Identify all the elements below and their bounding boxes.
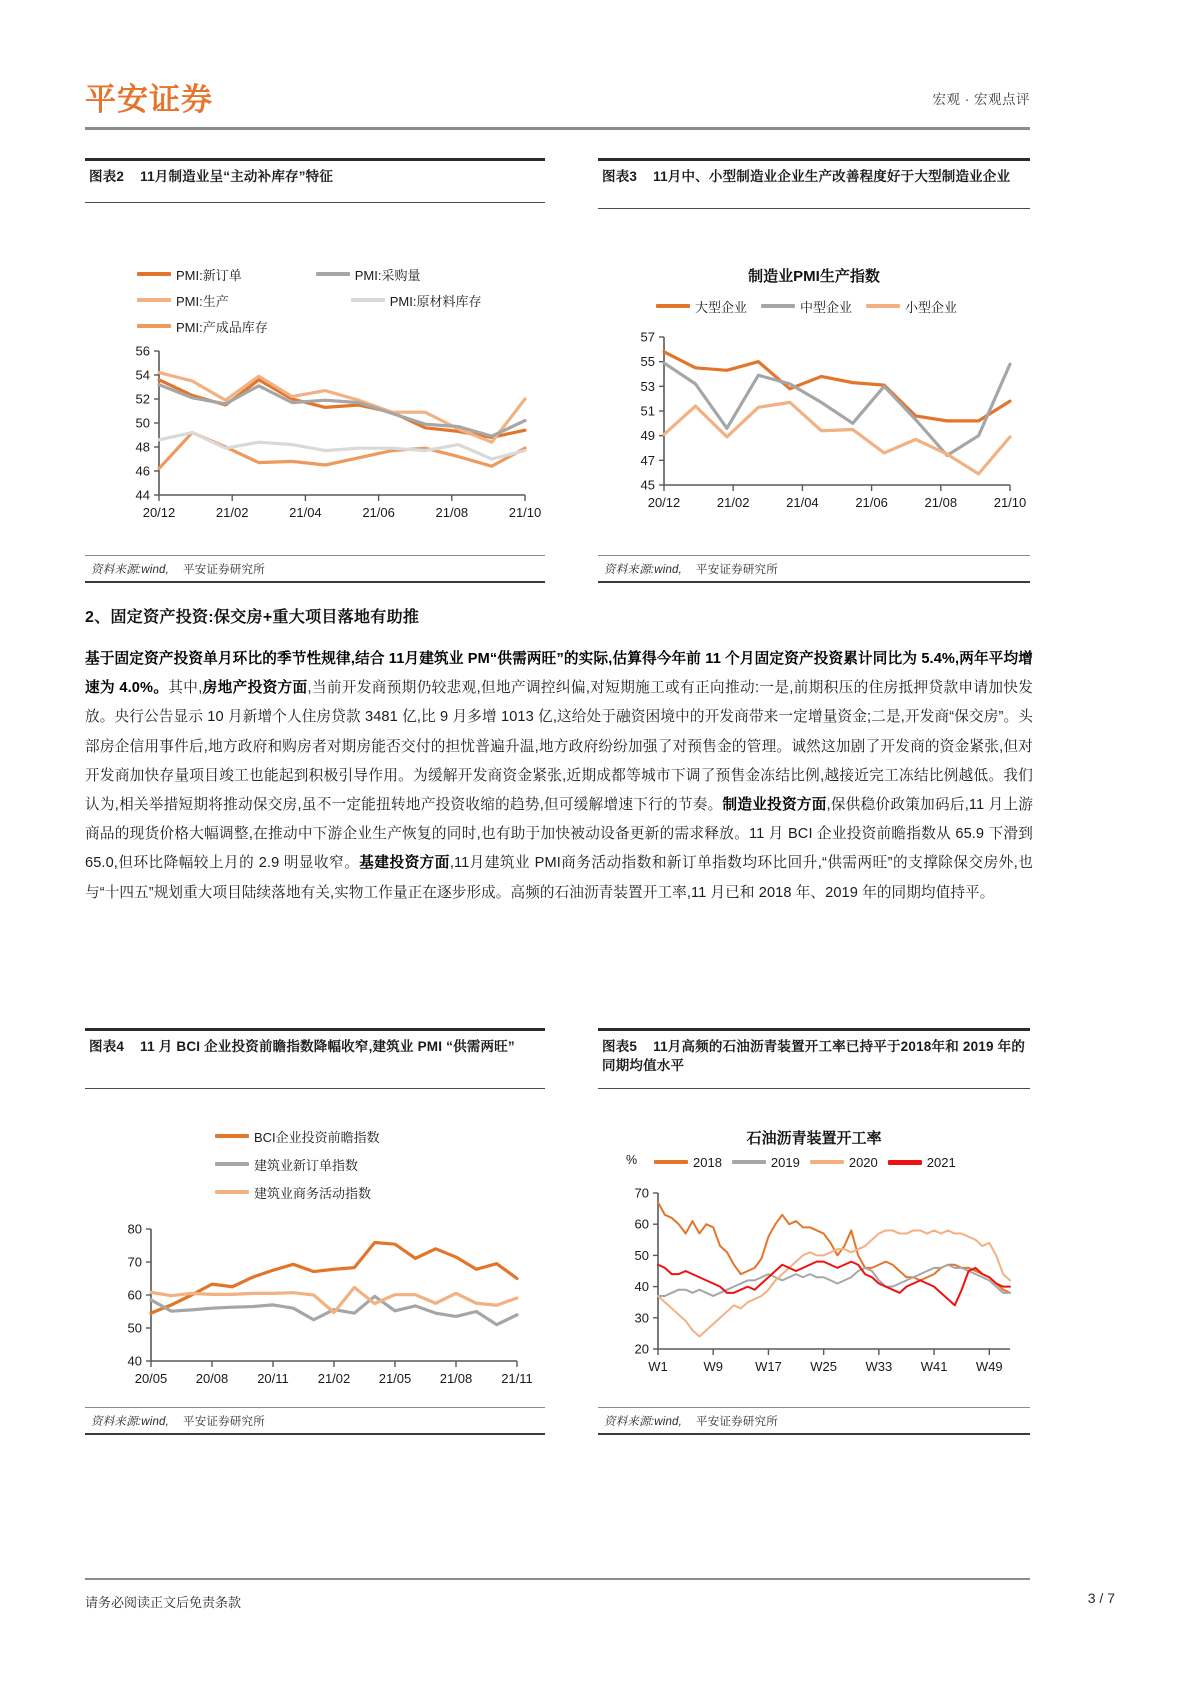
svg-text:40: 40 (634, 1278, 649, 1294)
legend-label: PMI:产成品库存 (176, 319, 268, 335)
legend-label: 2019 (770, 1154, 800, 1170)
exhibit-4-caption (85, 1031, 545, 1088)
exhibit-2-source (85, 556, 545, 581)
legend-label: PMI:原材料库存 (389, 293, 482, 309)
svg-text:53: 53 (640, 378, 655, 394)
chart-pmi-inventory (85, 203, 545, 555)
exhibit-2-rule-end (85, 581, 545, 583)
svg-text:20/08: 20/08 (195, 1370, 229, 1386)
svg-text:20/12: 20/12 (142, 504, 176, 520)
svg-text:21/05: 21/05 (378, 1370, 412, 1386)
exhibit-5-chart-area (598, 1089, 1030, 1407)
exhibit-5-number: 图表5 (602, 1038, 638, 1054)
exhibit-5 (598, 1028, 1030, 1435)
chart3-plot (598, 209, 1030, 555)
svg-text:W49: W49 (975, 1358, 1003, 1374)
source-suffix: 平安证券研究所 (696, 1416, 778, 1429)
svg-text:51: 51 (640, 403, 655, 419)
page-header (85, 78, 1030, 126)
svg-text:50: 50 (634, 1247, 649, 1263)
exhibit-3-source (598, 556, 1030, 581)
company-logo-text: 平安证券 (85, 82, 213, 118)
svg-text:20/05: 20/05 (134, 1370, 168, 1386)
source-prefix: 资料来源:wind, (91, 564, 170, 577)
svg-text:21/02: 21/02 (317, 1370, 351, 1386)
svg-text:W1: W1 (648, 1358, 668, 1374)
exhibit-5-caption (598, 1031, 1030, 1088)
footer-disclaimer: 请务必阅读正文后免责条款 (85, 1595, 242, 1610)
svg-text:44: 44 (135, 487, 150, 503)
exhibit-4-source (85, 1408, 545, 1433)
svg-text:47: 47 (640, 452, 655, 468)
svg-text:21/04: 21/04 (289, 504, 322, 520)
svg-text:W41: W41 (920, 1358, 948, 1374)
chart5-y-unit: % (626, 1152, 638, 1167)
svg-text:60: 60 (127, 1287, 142, 1303)
exhibit-4 (85, 1028, 545, 1435)
chart-asphalt-operating-rate (598, 1089, 1030, 1407)
exhibit-4-rule-end (85, 1433, 545, 1435)
svg-text:21/04: 21/04 (786, 494, 819, 510)
legend-label: 中型企业 (800, 299, 853, 315)
legend-label: 2018 (693, 1154, 722, 1170)
svg-text:48: 48 (135, 439, 150, 455)
source-suffix: 平安证券研究所 (183, 564, 265, 577)
exhibit-3-rule-end (598, 581, 1030, 583)
exhibit-3 (598, 158, 1030, 583)
exhibit-2-number: 图表2 (89, 168, 125, 184)
exhibit-2-caption (85, 161, 545, 202)
header-category: 宏观 · 宏观点评 (932, 92, 1030, 107)
legend-label: 2021 (926, 1154, 956, 1170)
svg-text:W9: W9 (703, 1358, 723, 1374)
svg-text:20/11: 20/11 (257, 1370, 289, 1386)
section-heading: 2、固定资产投资:保交房+重大项目落地有助推 (85, 609, 420, 626)
svg-text:W33: W33 (865, 1358, 893, 1374)
legend-label: 小型企业 (905, 299, 958, 315)
exhibit-2-title: 11月制造业呈“主动补库存”特征 (140, 168, 334, 184)
legend-label: PMI:采购量 (354, 267, 421, 283)
svg-text:21/08: 21/08 (924, 494, 958, 510)
svg-text:20: 20 (634, 1341, 649, 1357)
svg-text:21/08: 21/08 (439, 1370, 473, 1386)
source-suffix: 平安证券研究所 (696, 564, 778, 577)
svg-text:W17: W17 (755, 1358, 782, 1374)
svg-text:21/06: 21/06 (362, 504, 395, 520)
exhibit-3-title: 11月中、小型制造业企业生产改善程度好于大型制造业企业 (653, 168, 1011, 184)
legend-label: BCI企业投资前瞻指数 (254, 1129, 380, 1145)
chart2-plot (85, 203, 545, 555)
legend-label: 建筑业新订单指数 (254, 1157, 359, 1173)
svg-text:21/10: 21/10 (993, 494, 1027, 510)
chart4-plot (85, 1089, 545, 1407)
legend-label: 大型企业 (695, 299, 748, 315)
svg-text:60: 60 (634, 1216, 649, 1232)
svg-text:21/02: 21/02 (215, 504, 249, 520)
exhibit-3-chart-area (598, 209, 1030, 555)
exhibit-5-title: 11月高频的石油沥青装置开工率已持平于2018年和 2019 年的同期均值水平 (602, 1038, 1026, 1074)
source-prefix: 资料来源:wind, (604, 1416, 683, 1429)
svg-text:46: 46 (135, 463, 150, 479)
legend-label: 2020 (848, 1154, 878, 1170)
chart5-title: 石油沥青装置开工率 (746, 1129, 882, 1147)
chart-pmi-production-by-size (598, 209, 1030, 555)
svg-text:57: 57 (640, 329, 655, 345)
svg-text:49: 49 (640, 428, 655, 444)
exhibit-4-chart-area (85, 1089, 545, 1407)
svg-text:55: 55 (640, 354, 655, 370)
svg-text:21/08: 21/08 (435, 504, 469, 520)
svg-text:52: 52 (135, 391, 150, 407)
exhibit-4-title: 11 月 BCI 企业投资前瞻指数降幅收窄,建筑业 PMI “供需两旺” (140, 1038, 515, 1054)
legend-label: PMI:新订单 (176, 267, 242, 283)
chart-bci-construction (85, 1089, 545, 1407)
body-paragraph: 基于固定资产投资单月环比的季节性规律,结合 11月建筑业 PM“供需两旺”的实际,估算得今年前 11 个月固定资产投资累计同比为 5.4%,两年平均增速为 4.0%。其中,房地产投资方面,当前开发商预期仍较悲观,但地产调控纠偏,对短期施工或有正向推动:一是,前期积压的住房抵押贷款申请加快发放。央行公告显示 10 月新增个人住房贷款 3481 亿,比 9 月多增 1013 亿,这给处于融资困境中的开发商带来一定增量资金;二是,开发商“保交房”。头部房企信用事件后,地方政府和购房者对期房能否交付的担忧普遍升温,地方政府纷纷加强了对预售金的管理。诚然这加剧了开发商的资金紧张,但对开发商加快存量项目竣工也能起到积极引导作用。为缓解开发商资金紧张,近期成都等城市下调了预售金冻结比例,越接近完工冻结比例越低。我们认为,相关举措短期将推动保交房,虽不一定能扭转地产投资收缩的趋势,但可缓解增速下行的节奏。制造业投资方面,保供稳价政策加码后,11 月上游商品的现货价格大幅调整,在推动中下游企业生产恢复的同时,也有助于加快被动设备更新的需求释放。11 月 BCI 企业投资前瞻指数从 65.9 下滑到 65.0,但环比降幅较上月的 2.9 明显收窄。基建投资方面,11月建筑业 PMI商务活动指数和新订单指数均环比回升,“供需两旺”的支撑除保交房外,也与“十四五”规划重大项目陆续落地有关,实物工作量正在逐步形成。高频的石油沥青装置开工率,11 月已和 2018 年、2019 年的同期均值持平。 (85, 651, 1034, 901)
exhibit-2 (85, 158, 545, 583)
svg-text:70: 70 (127, 1254, 142, 1270)
source-prefix: 资料来源:wind, (91, 1416, 170, 1429)
svg-text:45: 45 (640, 477, 655, 493)
exhibit-3-caption (598, 161, 1030, 202)
svg-text:40: 40 (127, 1353, 142, 1369)
svg-text:20/12: 20/12 (647, 494, 681, 510)
exhibit-4-number: 图表4 (89, 1038, 125, 1054)
svg-text:21/11: 21/11 (501, 1370, 533, 1386)
chart3-title: 制造业PMI生产指数 (748, 267, 880, 285)
exhibit-5-rule-end (598, 1433, 1030, 1435)
legend-label: PMI:生产 (176, 293, 229, 309)
chart5-plot (598, 1089, 1030, 1407)
svg-text:21/02: 21/02 (716, 494, 750, 510)
svg-text:56: 56 (135, 343, 150, 359)
svg-text:W25: W25 (810, 1358, 838, 1374)
legend-label: 建筑业商务活动指数 (254, 1185, 372, 1201)
footer-divider (85, 1578, 1030, 1580)
exhibit-2-chart-area (85, 203, 545, 555)
source-suffix: 平安证券研究所 (183, 1416, 265, 1429)
header-divider (85, 127, 1030, 130)
svg-text:54: 54 (135, 367, 150, 383)
svg-text:70: 70 (634, 1185, 649, 1201)
exhibit-5-source (598, 1408, 1030, 1433)
source-prefix: 资料来源:wind, (604, 564, 683, 577)
svg-text:80: 80 (127, 1221, 142, 1237)
svg-text:21/06: 21/06 (855, 494, 888, 510)
svg-text:30: 30 (634, 1310, 649, 1326)
svg-text:21/10: 21/10 (508, 504, 542, 520)
svg-text:50: 50 (135, 415, 150, 431)
footer-page-number: 3 / 7 (1087, 1590, 1115, 1606)
exhibit-3-number: 图表3 (602, 168, 638, 184)
svg-text:50: 50 (127, 1320, 142, 1336)
